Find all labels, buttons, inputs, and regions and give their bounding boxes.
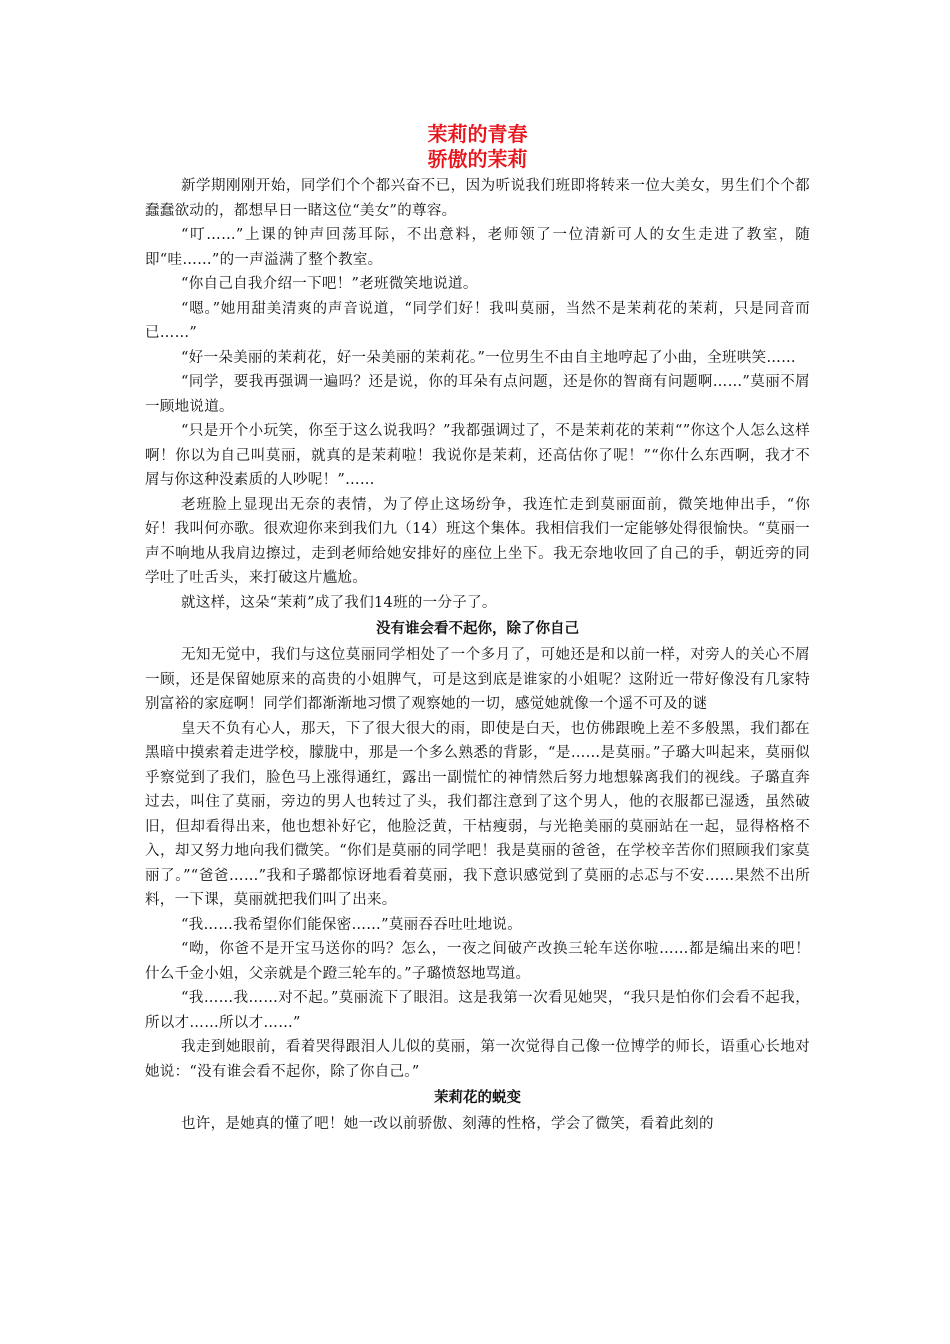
paragraph: 就这样，这朵“茉莉”成了我们14班的一分子了。 — [181, 594, 497, 611]
paragraph: “呦，你爸不是开宝马送你的吗？怎么，一夜之间破产改换三轮车送你啦……都是编出来的吧！什么千金小姐，父亲就是个蹬三轮车的。”子璐愤怒地骂道。 — [145, 941, 810, 982]
paragraph: 皇天不负有心人，那天，下了很大很大的雨，即使是白天，也仿佛跟晚上差不多般黑，我们都在黑暗中摸索着走进学校，朦胧中，那是一个多么熟悉的背影，“是……是莫丽。”子璐大叫起来，莫丽似乎察觉到了我们，脸色马上涨得通红，露出一副慌忙的神情然后努力地想躲离我们的视线。子璐直奔过去，叫住了莫丽，旁边的男人也转过了头，我们都注意到了这个男人，他的衣服都已湿透，虽然破旧，但却看得出来，他也想补好它，他脸泛黄，干枯瘦弱，与光艳美丽的莫丽站在一起，显得格格不入，却又努力地向我们微笑。“你们是莫丽的同学吧！我是莫丽的爸爸，在学校辛苦你们照顾我们家莫丽了。”“爸爸……”我和子璐都惊讶地看着莫丽，我下意识感觉到了莫丽的忐忑与不安……果然不出所料，一下课，莫丽就把我们叫了出来。 — [145, 720, 810, 908]
section-2 — [145, 617, 810, 1084]
paragraph: 无知无觉中，我们与这位莫丽同学相处了一个多月了，可她还是和以前一样，对旁人的关心不屑一顾，还是保留她原来的高贵的小姐脾气，可是这到底是谁家的小姐呢？这附近一带好像没有几家特别富裕的家庭啊！同学们都渐渐地习惯了观察她的一切，感觉她就像一个遥不可及的谜 — [145, 647, 810, 712]
paragraph: “嗯。”她用甜美清爽的声音说道，“同学们好！我叫莫丽，当然不是茉莉花的茉莉，只是同音而已……” — [145, 300, 810, 341]
section-1 — [145, 174, 810, 615]
paragraph: “只是开个小玩笑，你至于这么说我吗？”我都强调过了，不是茉莉花的茉莉“”你这个人怎么这样啊！你以为自己叫莫丽，就真的是茉莉啦！我说你是茉莉，还高估你了呢！”“你什么东西啊，我才不屑与你这种没素质的人吵呢！”…… — [145, 423, 810, 488]
paragraph: 新学期刚刚开始，同学们个个都兴奋不已，因为听说我们班即将转来一位大美女，男生们个个都蠢蠢欲动的，都想早日一睹这位“美女”的尊容。 — [145, 178, 810, 219]
article-subtitle: 骄傲的茉莉 — [427, 147, 528, 171]
section-heading: 没有谁会看不起你，除了你自己 — [376, 621, 579, 637]
article — [145, 122, 810, 1137]
section-heading: 茉莉花的蜕变 — [434, 1090, 521, 1106]
paragraph: “好一朵美丽的茉莉花，好一朵美丽的茉莉花。”一位男生不由自主地哼起了小曲，全班哄笑…… — [181, 349, 796, 366]
paragraph: “我……我希望你们能保密……”莫丽吞吞吐吐地说。 — [181, 916, 523, 933]
paragraph: 我走到她眼前，看着哭得跟泪人儿似的莫丽，第一次觉得自己像一位博学的师长，语重心长地对她说：“没有谁会看不起你，除了你自己。” — [145, 1039, 810, 1080]
article-title: 茉莉的青春 — [427, 122, 528, 146]
paragraph: “我……我……对不起。”莫丽流下了眼泪。这是我第一次看见她哭，“我只是怕你们会看不起我，所以才……所以才……” — [145, 990, 810, 1031]
paragraph: “你自己自我介绍一下吧！”老班微笑地说道。 — [181, 276, 478, 292]
section-3 — [145, 1086, 810, 1137]
paragraph: 也许，是她真的懂了吧！她一改以前骄傲、刻薄的性格，学会了微笑，看着此刻的 — [181, 1116, 714, 1132]
paragraph: “同学，要我再强调一遍吗？还是说，你的耳朵有点问题，还是你的智商有问题啊……”莫丽不屑一顾地说道。 — [145, 374, 810, 415]
paragraph: “叮……”上课的钟声回荡耳际，不出意料，老师领了一位清新可人的女生走进了教室，随即“哇……”的一声溢满了整个教室。 — [145, 227, 810, 268]
paragraph: 老班脸上显现出无奈的表情，为了停止这场纷争，我连忙走到莫丽面前，微笑地伸出手，“你好！我叫何亦歌。很欢迎你来到我们九（14）班这个集体。我相信我们一定能够处得很愉快。“莫丽一声不响地从我肩边擦过，走到老师给她安排好的座位上坐下。我无奈地收回了自己的手，朝近旁的同学吐了吐舌头，来打破这片尴尬。 — [145, 496, 810, 586]
